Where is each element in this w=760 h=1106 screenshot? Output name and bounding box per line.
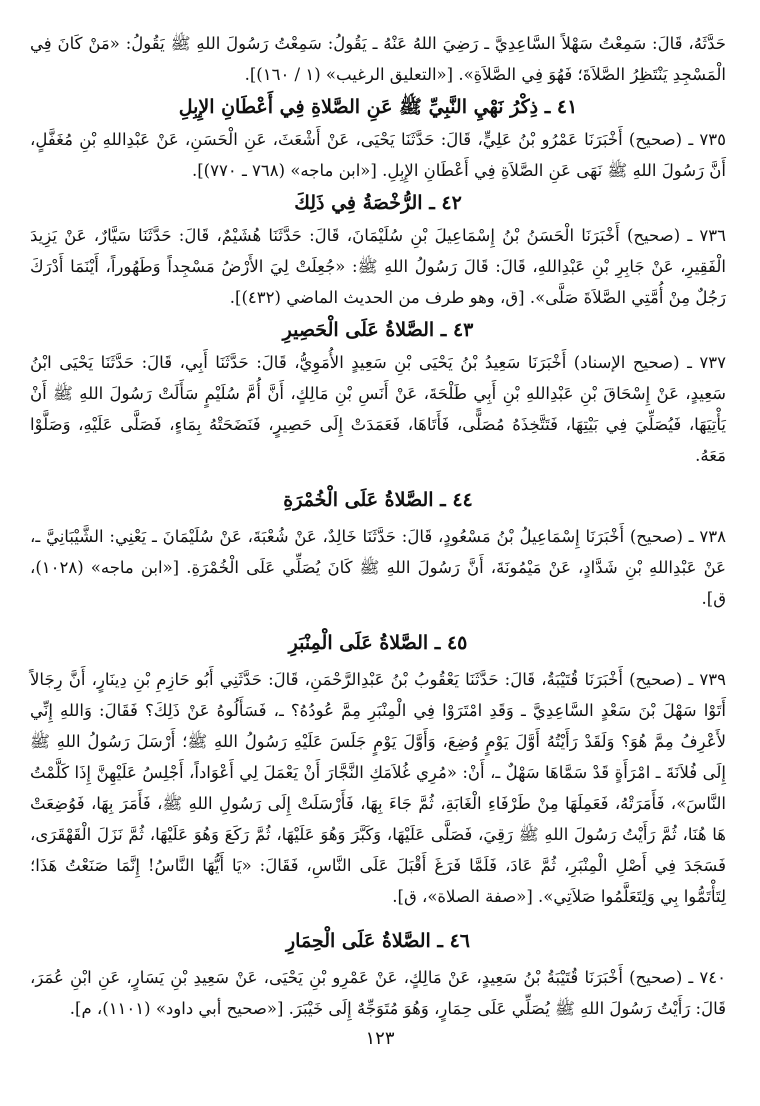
section-43-heading: ٤٣ ـ الصَّلاةُ عَلَى الْحَصِيرِ	[282, 319, 474, 341]
hadith-740: ٧٤٠ ـ (صحيح) أَخْبَرَنَا قُتَيْبَةُ بْنُ سَعِيدٍ، عَنْ مَالِكٍ، عَنْ عَمْرِو بْنِ يَحْيَى، عَنْ سَعِيدِ بْنِ يَسَارٍ، عَنِ ابْنِ عُمَرَ، قَالَ: رَأَيْتُ رَسُولَ اللهِ ﷺ يُصَلِّي عَلَى حِمَارٍ، وَهُوَ مُتَوَجِّهٌ إِلَى خَيْبَرَ. [«صحيح أبي داود» (١١٠١)، م].	[30, 968, 726, 1018]
intro-paragraph: حَدَّثَهُ، قَالَ: سَمِعْتُ سَهْلاً السَّاعِدِيَّ ـ رَضِيَ اللهُ عَنْهُ ـ يَقُولُ: سَمِعْتُ رَسُولَ اللهِ ﷺ يَقُولُ: «مَنْ كَانَ فِي الْمَسْجِدِ يَنْتَظِرُ الصَّلاَةَ؛ فَهُوَ فِي الصَّلاَةِ». [«التعليق الرغيب» (١ / ١٦٠)].	[30, 34, 726, 84]
hadith-739: ٧٣٩ ـ (صحيح) أَخْبَرَنَا قُتَيْبَةُ، قَالَ: حَدَّثَنَا يَعْقُوبُ بْنُ عَبْدِالرَّحْمَنِ، قَالَ: حَدَّثَنِي أَبُو حَازِمِ بْنِ دِينَارٍ، أَنَّ رِجَالاً أَتَوْا سَهْلَ بْنَ سَعْدٍ السَّاعِدِيَّ ـ وَقَدِ امْتَرَوْا فِي الْمِنْبَرِ مِمَّ عُودُهُ؟ ـ، فَسَأَلُوهُ عَنْ ذَلِكَ؟ فَقَالَ: وَاللهِ إِنِّي لأَعْرِفُ مِمَّ هُوَ؟ وَلَقَدْ رَأَيْتُهُ أَوَّلَ يَوْمٍ وُضِعَ، وَأَوَّلَ يَوْمٍ جَلَسَ عَلَيْهِ رَسُولُ اللهِ ﷺ؛ أَرْسَلَ رَسُولُ اللهِ ﷺ إِلَى فُلاَنَةَ ـ امْرَأَةٍ قَدْ سَمَّاهَا سَهْلٌ ـ، أَنْ: «مُرِي غُلاَمَكِ النَّجَّارَ أَنْ يَعْمَلَ لِي أَعْوَاداً، أَجْلِسُ عَلَيْهِنَّ إِذَا كَلَّمْتُ النَّاسَ»، فَأَمَرَتْهُ، فَعَمِلَهَا مِنْ طَرْفَاءِ الْغَابَةِ، ثُمَّ جَاءَ بِهَا، فَأَرْسَلَتْ إِلَى رَسُولِ اللهِ ﷺ، فَأَمَرَ بِهَا، فَوُضِعَتْ هَا هُنَا، ثُمَّ رَأَيْتُ رَسُولَ اللهِ ﷺ رَقِيَ، فَصَلَّى عَلَيْهَا، وَكَبَّرَ وَهُوَ عَلَيْهَا، ثُمَّ رَكَعَ وَهُوَ عَلَيْهَا، ثُمَّ نَزَلَ الْقَهْقَرَى، فَسَجَدَ فِي أَصْلِ الْمِنْبَرِ، ثُمَّ عَادَ، فَلَمَّا فَرَغَ أَقْبَلَ عَلَى النَّاسِ، فَقَالَ: «يَا أَيُّهَا النَّاسُ! إِنَّمَا صَنَعْتُ هَذَا؛ لِتَأْتَمُّوا بِي وَلِتَعَلَّمُوا صَلاَتِي». [«صفة الصلاة»، ق].	[30, 670, 726, 906]
section-44-heading: ٤٤ ـ الصَّلاةُ عَلَى الْخُمْرَةِ	[283, 489, 473, 511]
hadith-738: ٧٣٨ ـ (صحيح) أَخْبَرَنَا إِسْمَاعِيلُ بْنُ مَسْعُودٍ، قَالَ: حَدَّثَنَا خَالِدٌ، عَنْ شُعْبَةَ، عَنْ سُلَيْمَانَ ـ يَعْنِي: الشَّيْبَانِيَّ ـ، عَنْ عَبْدِاللهِ بْنِ شَدَّادٍ، عَنْ مَيْمُونَةَ، أَنَّ رَسُولَ اللهِ ﷺ كَانَ يُصَلِّي عَلَى الْخُمْرَةِ. [«ابن ماجه» (١٠٢٨)، ق].	[30, 527, 726, 608]
page-number: ١٢٣	[365, 1028, 395, 1049]
section-46-heading: ٤٦ ـ الصَّلاةُ عَلَى الْحِمَارِ	[285, 930, 471, 952]
section-45-heading: ٤٥ ـ الصَّلاةُ عَلَى الْمِنْبَرِ	[288, 632, 468, 654]
section-42-heading: ٤٢ ـ الرُّخْصَةُ فِي ذَلِكَ	[294, 192, 462, 214]
hadith-737: ٧٣٧ ـ (صحيح الإسناد) أَخْبَرَنَا سَعِيدُ بْنُ يَحْيَى بْنِ سَعِيدٍ الأُمَوِيُّ، قَالَ: حَدَّثَنَا أَبِي، قَالَ: حَدَّثَنَا يَحْيَى ابْنُ سَعِيدٍ، عَنْ إِسْحَاقَ بْنِ عَبْدِاللهِ بْنِ أَبِي طَلْحَةَ، عَنْ أَنَسِ بْنِ مَالِكٍ، أَنَّ أُمَّ سُلَيْمٍ سَأَلَتْ رَسُولَ اللهِ ﷺ أَنْ يَأْتِيَهَا، فَيُصَلِّيَ فِي بَيْتِهَا، فَتَتَّخِذَهُ مُصَلًّى، فَأَتَاهَا، فَعَمَدَتْ إِلَى حَصِيرٍ، فَنَضَحَتْهُ بِمَاءٍ، فَصَلَّى عَلَيْهِ، وَصَلَّوْا مَعَهُ.	[30, 353, 726, 465]
hadith-736: ٧٣٦ ـ (صحيح) أَخْبَرَنَا الْحَسَنُ بْنُ إِسْمَاعِيلَ بْنِ سُلَيْمَانَ، قَالَ: حَدَّثَنَا هُشَيْمٌ، قَالَ: حَدَّثَنَا سَيَّارٌ، عَنْ يَزِيدَ الْفَقِيرِ، عَنْ جَابِرِ بْنِ عَبْدِاللهِ، قَالَ: قَالَ رَسُولُ اللهِ ﷺ: «جُعِلَتْ لِيَ الأَرْضُ مَسْجِداً وَطَهُوراً، أَيْنَمَا أَدْرَكَ رَجُلٌ مِنْ أُمَّتِي الصَّلاَةَ صَلَّى». [ق، وهو طرف من الحديث الماضي (٤٣٢)].	[30, 226, 726, 307]
hadith-735: ٧٣٥ ـ (صحيح) أَخْبَرَنَا عَمْرُو بْنُ عَلِيٍّ، قَالَ: حَدَّثَنَا يَحْيَى، عَنْ أَشْعَثَ، عَنِ الْحَسَنِ، عَنْ عَبْدِاللهِ بْنِ مُغَفَّلٍ، أَنَّ رَسُولَ اللهِ ﷺ نَهَى عَنِ الصَّلاَةِ فِي أَعْطَانِ الإِبِلِ. [«ابن ماجه» (٧٦٨ ـ ٧٧٠)].	[30, 130, 726, 180]
section-41-heading: ٤١ ـ ذِكْرُ نَهْيِ النَّبِيِّ ﷺ عَنِ الصَّلاةِ فِي أَعْطَانِ الإِبِلِ	[178, 96, 578, 118]
